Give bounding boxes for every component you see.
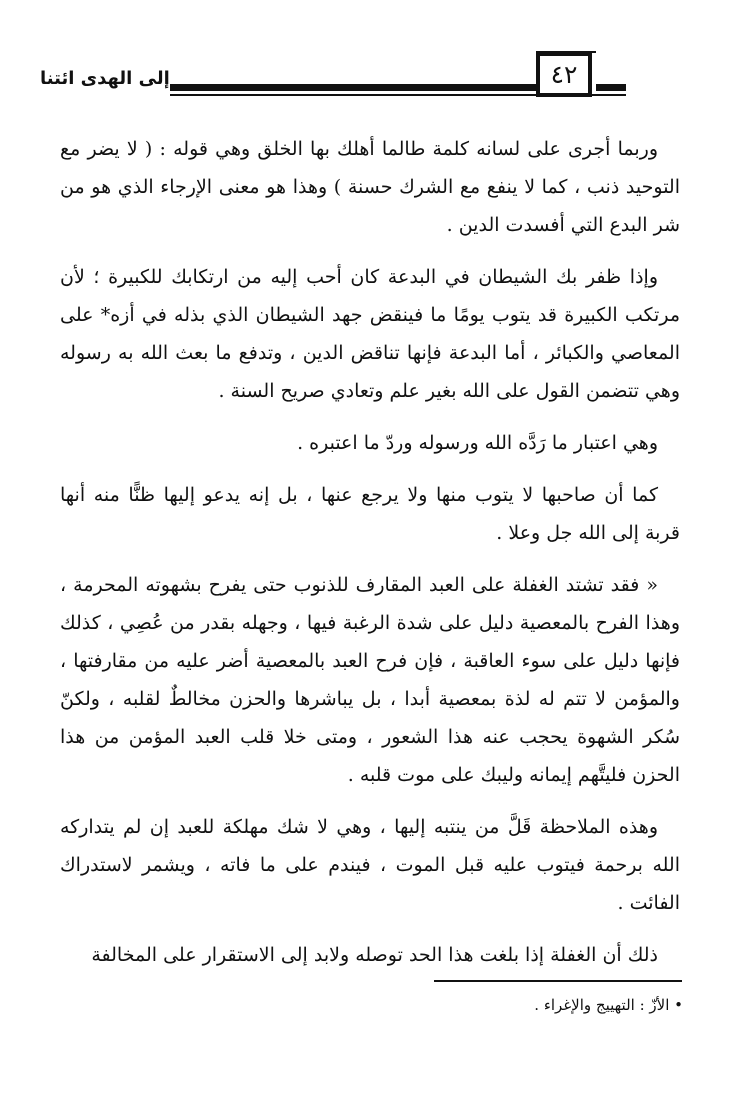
paragraph-7: ذلك أن الغفلة إذا بلغت هذا الحد توصله ولابد إلى الاستقرار على المخالفة bbox=[91, 944, 658, 966]
header-rule-thick-right bbox=[596, 84, 626, 91]
header-rule-thick-left bbox=[170, 84, 536, 91]
page-header bbox=[0, 45, 743, 115]
footnote: • الأزّ : التهييج والإغراء . bbox=[534, 996, 683, 1014]
running-head: إلى الهدى ائتنا bbox=[40, 68, 170, 89]
paragraph-2: وإذا ظفر بك الشيطان في البدعة كان أحب إليه من ارتكابك للكبيرة ؛ لأن مرتكب الكبيرة قد يتوب يومًا ما فينقض جهد الشيطان الذي بذله في أزه* على المعاصي والكبائر ، أما البدعة فإنها تناقض الدين ، وتدفع ما بعث الله به رسوله وهي تتضمن القول على الله بغير علم وتعادي صريح السنة . bbox=[60, 266, 680, 402]
paragraph-6: وهذه الملاحظة قَلَّ من ينتبه إليها ، وهي لا شك مهلكة للعبد إن لم يتداركه الله برحمة فيتوب عليه قبل الموت ، فيندم على ما فاته ، ويشمر لاستدراك الفائت . bbox=[60, 816, 680, 914]
page-number: ٤٢ bbox=[550, 60, 578, 89]
body-text bbox=[60, 130, 680, 988]
footnote-rule bbox=[434, 980, 682, 982]
page-number-box bbox=[536, 53, 592, 97]
paragraph-quote: « فقد تشتد الغفلة على العبد المقارف للذنوب حتى يفرح بشهوته المحرمة ، وهذا الفرح بالمعصية دليل على شدة الرغبة فيها ، وجهله بقدر من عُصِي ، كذلك فإنها دليل على سوء العاقبة ، فإن فرح العبد بالمعصية أضر عليه من مقارفتها ، والمؤمن لا تتم له لذة بمعصية أبدا ، بل يباشرها والحزن مخالطٌ لقلبه ، ولكنّ سُكر الشهوة يحجب عنه هذا الشعور ، ومتى خلا قلب العبد المؤمن من هذا الحزن فليتَّهم إيمانه وليبك على موت قلبه . bbox=[60, 574, 680, 786]
paragraph-1: وربما أجرى على لسانه كلمة طالما أهلك بها الخلق وهي قوله : ( لا يضر مع التوحيد ذنب ، كما لا ينفع مع الشرك حسنة ) وهذا هو معنى الإرجاء الذي هو من شر البدع التي أفسدت الدين . bbox=[60, 138, 680, 236]
paragraph-3: وهي اعتبار ما رَدَّه الله ورسوله وردّ ما اعتبره . bbox=[297, 432, 658, 454]
paragraph-4: كما أن صاحبها لا يتوب منها ولا يرجع عنها ، بل إنه يدعو إليها ظنًّا منه أنها قربة إلى الله جل وعلا . bbox=[60, 484, 680, 544]
